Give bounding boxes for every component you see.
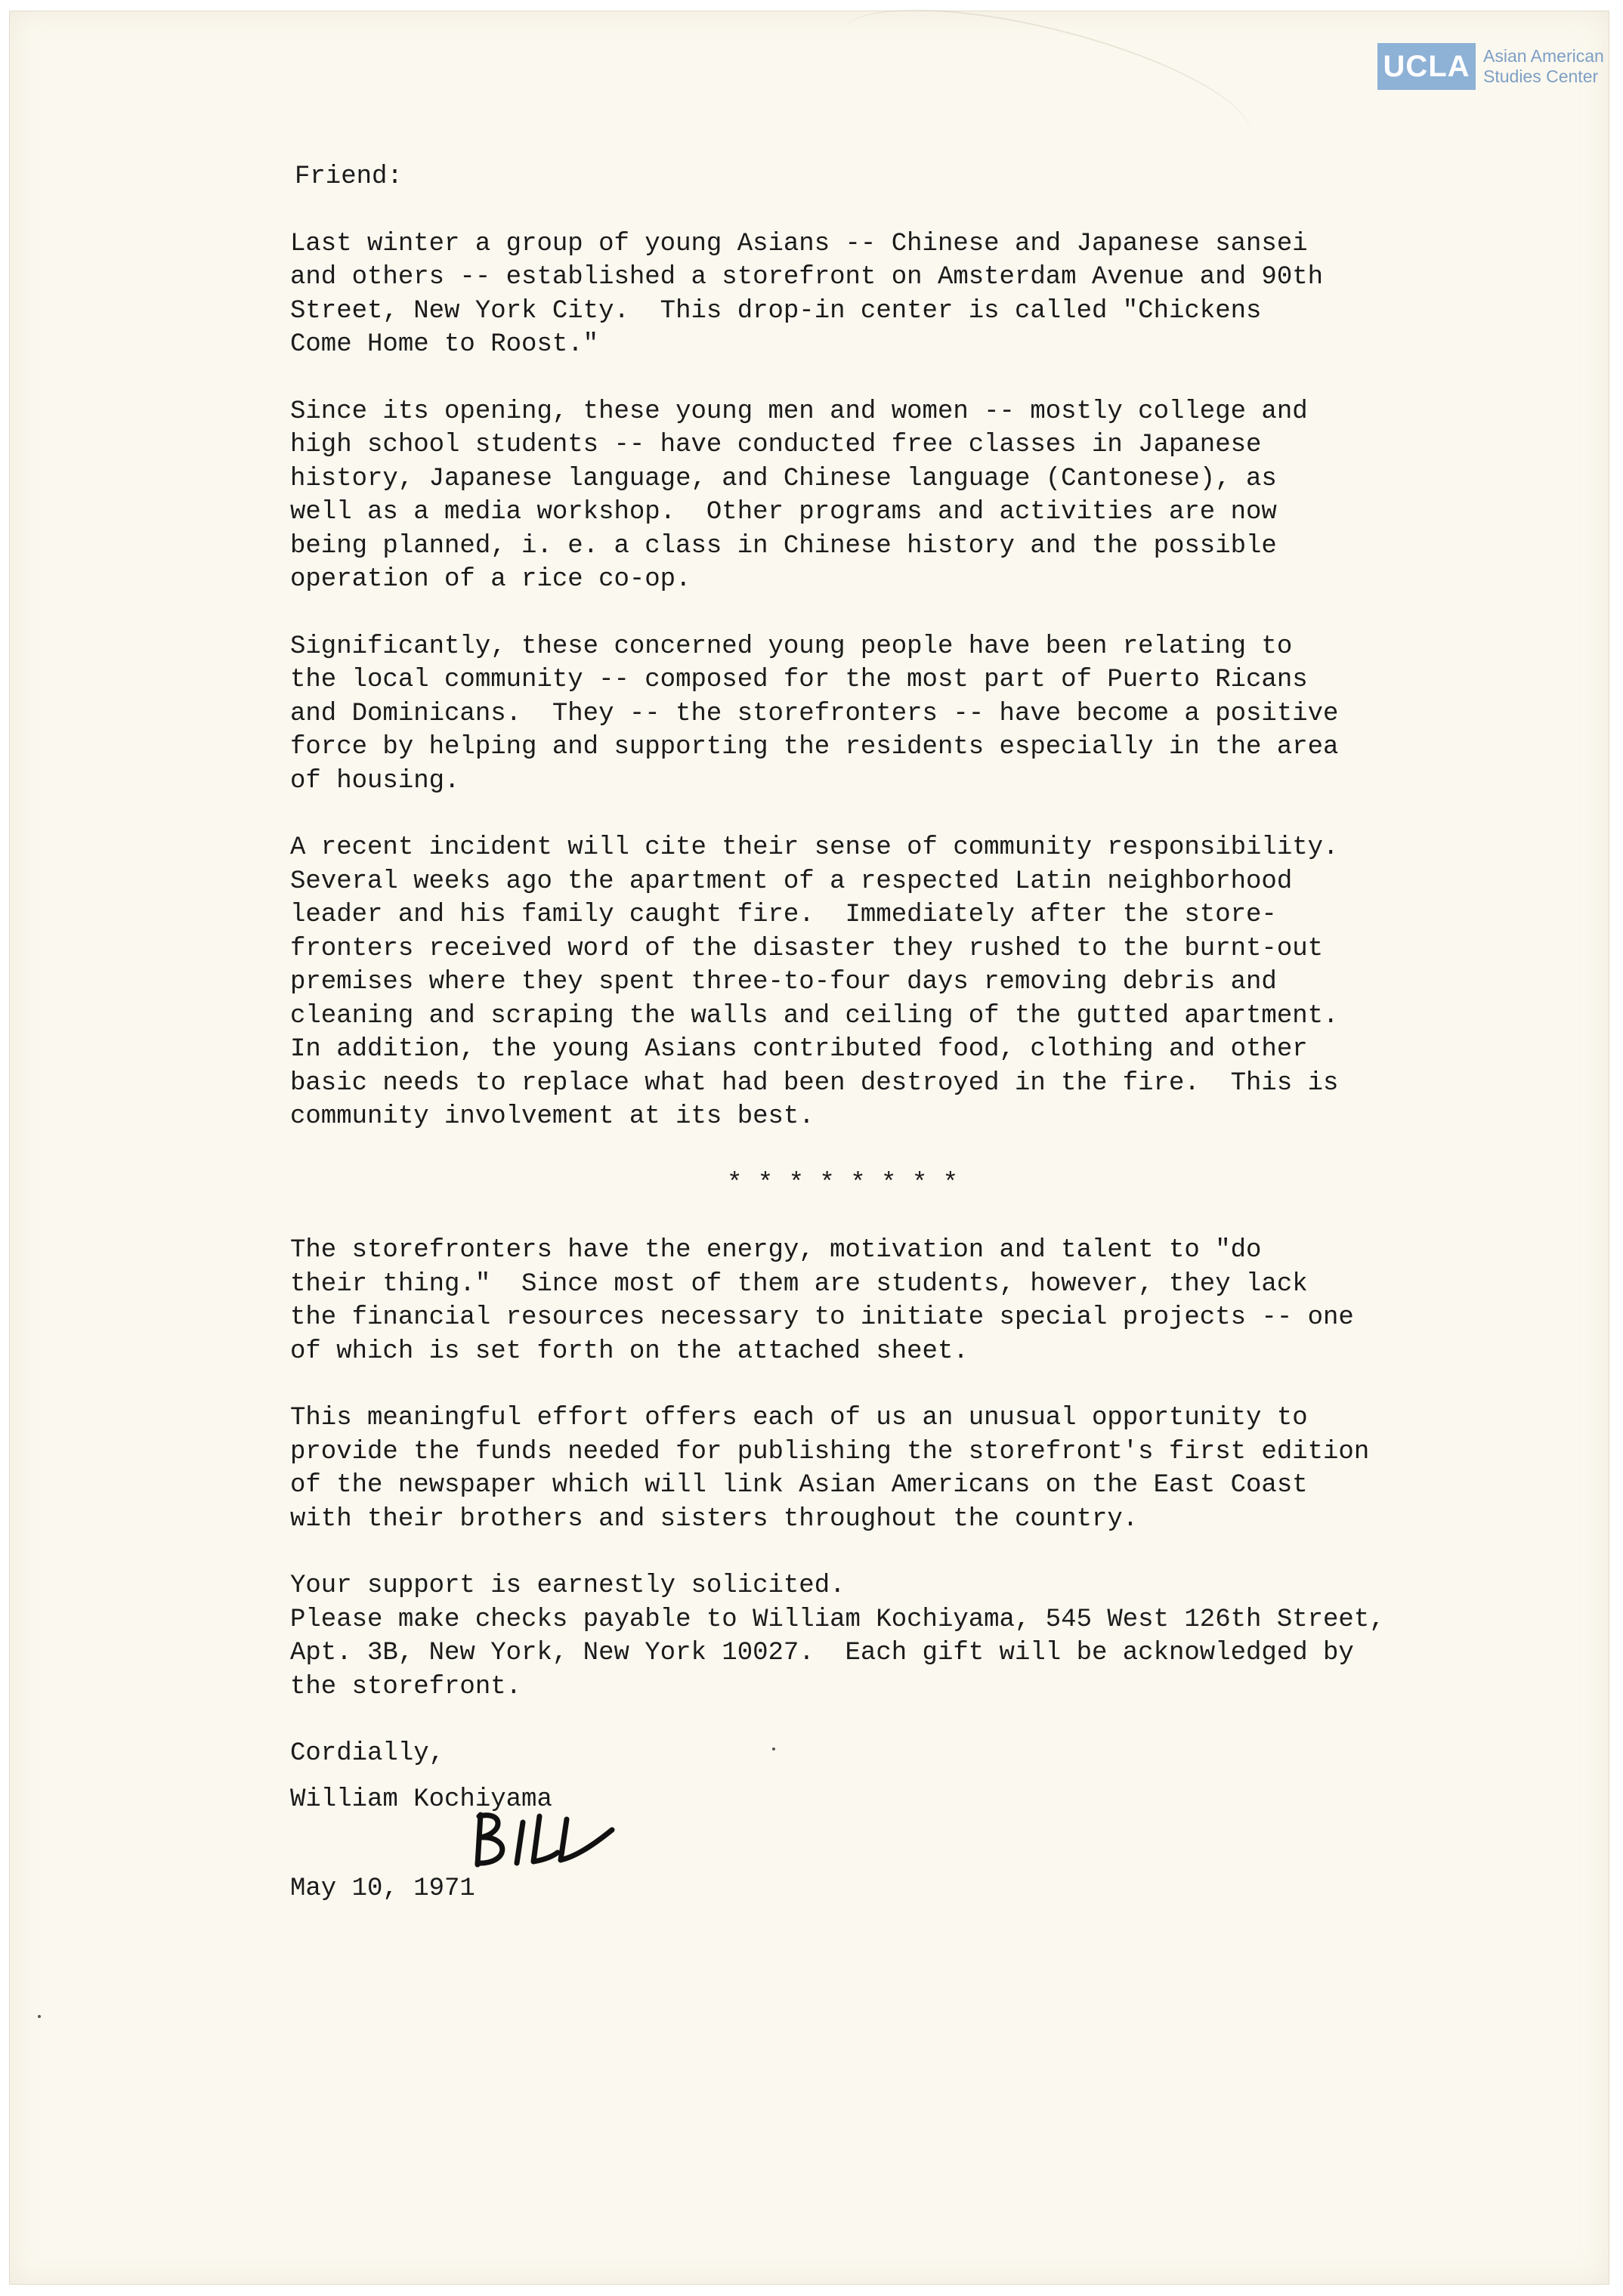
signer-name: William Kochiyama [290, 1785, 552, 1814]
paragraph-donation-instructions: Your support is earnestly solicited. Please make checks payable to William Kochiyama, 545 West 126th Street, Apt. 3B, New York, New York 10027. Each gift will be acknowledged by the storefront. [290, 1571, 1385, 1701]
logo-badge: UCLA [1377, 43, 1476, 90]
paper-speck [772, 1747, 775, 1751]
paragraph-newspaper: This meaningful effort offers each of us an unusual opportunity to provide the funds needed for publishing the storefront's first edition of the newspaper which will link Asian Americans on the East Coast with their brothers and sisters throughout the country. [290, 1404, 1370, 1534]
salutation: Friend: [295, 162, 403, 191]
logo-text-line1: Asian American [1483, 46, 1604, 66]
paragraph-resources: The storefronters have the energy, motivation and talent to "do their thing." Since most of them are students, however, they lack the financial resources necessary to initiate special projects -- one of which is set forth on the attached sheet. [290, 1236, 1354, 1366]
paper-speck [38, 2015, 41, 2018]
letter-body [290, 160, 1408, 1939]
signature-block [290, 1737, 1408, 1906]
paragraph-community: Significantly, these concerned young people have been relating to the local community -- composed for the most part of Puerto Ricans and Dominicans. They -- the storefronters -- have become a positive force by helping and supporting the residents especially in the area of housing. [290, 632, 1339, 796]
section-separator: * * * * * * * * [727, 1169, 959, 1198]
handwritten-signature [467, 1800, 618, 1875]
paragraph-fire-incident: A recent incident will cite their sense of community responsibility. Several weeks ago the apartment of a respected Latin neighborhood leader and his family caught fire. Immediately after the store- fronters received word of the disaster they rushed to the burnt-out premises where they spent three-to-four days removing debris and cleaning and scraping the walls and ceiling of the gutted apartment. In addition, the young Asians contributed food, clothing and other basic needs to replace what had been destroyed in the fire. This is community involvement at its best. [290, 833, 1339, 1131]
closing: Cordially, [290, 1739, 445, 1768]
letter-date: May 10, 1971 [290, 1874, 475, 1903]
logo-text-line2: Studies Center [1483, 66, 1599, 86]
logo-text [1483, 46, 1604, 87]
ucla-aasc-logo [1377, 43, 1604, 90]
paragraph-classes: Since its opening, these young men and women -- mostly college and high school students -- have conducted free classes in Japanese history, Japanese language, and Chinese language (Cantonese), as well as a media workshop. Other programs and activities are now being planned, i. e. a class in Chinese history and the possible operation of a rice co-op. [290, 397, 1308, 594]
paragraph-storefront-intro: Last winter a group of young Asians -- Chinese and Japanese sansei and others -- established a storefront on Amsterdam Avenue and 90th Street, New York City. This drop-in center is called "Chickens Come Home to Roost." [290, 229, 1324, 359]
